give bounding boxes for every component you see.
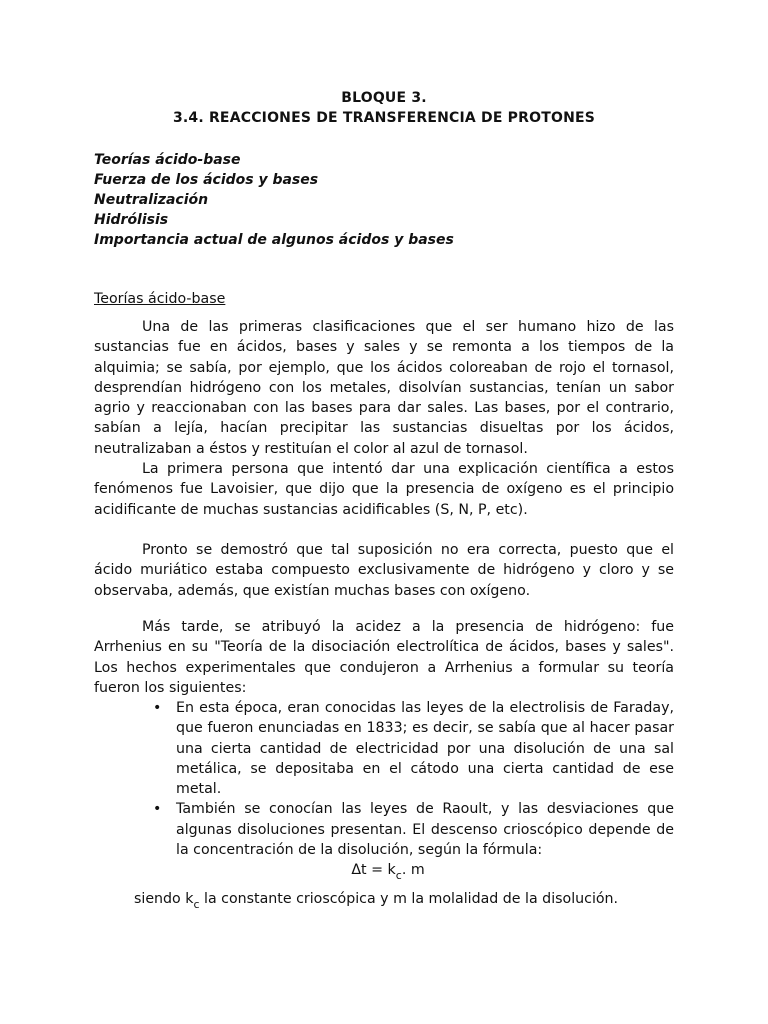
- topic-item: Neutralización: [94, 192, 209, 208]
- formula-explanation: [134, 891, 618, 911]
- topic-item: Teorías ácido-base: [94, 152, 241, 168]
- topic-list: [94, 150, 454, 250]
- topic-item: Hidrólisis: [94, 212, 169, 228]
- paragraph-2: La primera persona que intentó dar una explicación científica a estos fenómenos fue Lavoisier, que dijo que la presencia de oxígeno es el principio acidificante de muchas sustancias acidificables (S, N, P, etc).: [94, 461, 674, 518]
- paragraph-4: Más tarde, se atribuyó la acidez a la presencia de hidrógeno: fue Arrhenius en su "Teoría de la disociación electrolítica de ácidos, bases y sales". Los hechos experimentales que condujeron a Arrhenius a formular su teoría fueron los siguientes:: [94, 619, 674, 696]
- list-item-text: También se conocían las leyes de Raoult, y las desviaciones que algunas disoluciones presentan. El descenso crioscópico depende de la concentración de la disolución, según la fórmula:: [176, 801, 674, 859]
- facts-list: [150, 698, 674, 860]
- formula-lhs: Δt = k: [351, 862, 396, 878]
- explanation-end: la constante crioscópica y m la molalidad de la disolución.: [199, 891, 619, 907]
- list-item: [150, 799, 674, 860]
- topic-item: Importancia actual de algunos ácidos y bases: [94, 232, 454, 248]
- bullet-icon: •: [153, 801, 162, 818]
- section-title: Teorías ácido-base: [94, 291, 226, 307]
- formula: [0, 862, 768, 882]
- bullet-icon: •: [153, 700, 162, 716]
- topic-item: Fuerza de los ácidos y bases: [94, 172, 319, 188]
- paragraph-3: Pronto se demostró que tal suposición no era correcta, puesto que el ácido muriático estaba compuesto exclusivamente de hidrógeno y cloro y se observaba, además, que existían muchas bases con oxígeno.: [94, 542, 674, 599]
- explanation-start: siendo k: [134, 891, 194, 907]
- page-title: 3.4. REACCIONES DE TRANSFERENCIA DE PROTONES: [172, 110, 596, 126]
- list-item-text: En esta época, eran conocidas las leyes de la electrolisis de Faraday, que fueron enunciadas en 1833; es decir, se sabía que al hacer pasar una cierta cantidad de electricidad por una disolución de una sal metálica, se depositaba en el cátodo una cierta cantidad de ese metal.: [176, 700, 674, 798]
- list-item: [150, 698, 674, 799]
- formula-rhs: . m: [401, 862, 425, 878]
- explanation-subscript: c: [193, 898, 200, 911]
- block-heading: BLOQUE 3.: [341, 90, 427, 106]
- formula-subscript: c: [395, 869, 402, 882]
- paragraph-1: Una de las primeras clasificaciones que el ser humano hizo de las sustancias fue en ácidos, bases y sales y se remonta a los tiempos de la alquimia; se sabía, por ejemplo, que los ácidos coloreaban de rojo el tornasol, desprendían hidrógeno con los metales, disolvían sustancias, tenían un sabor agrio y reaccionaban con las bases para dar sales. Las bases, por el contrario, sabían a lejía, hacían precipitar las sustancias disueltas por los ácidos, neutralizaban a éstos y restituían el color al azul de tornasol.: [94, 319, 674, 457]
